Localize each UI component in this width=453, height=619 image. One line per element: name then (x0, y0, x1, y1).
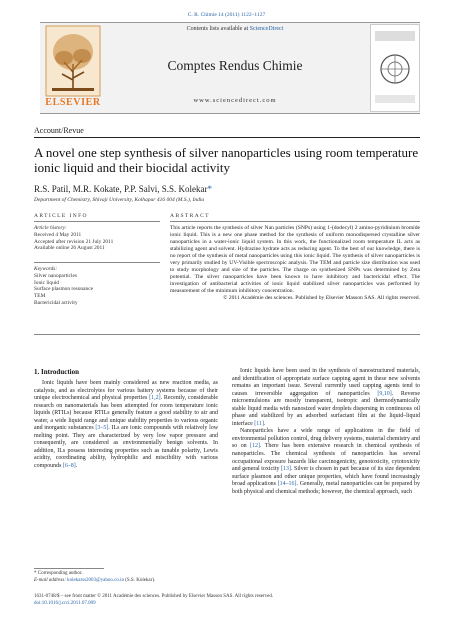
col1-text: Ionic liquids have been mainly considered as new reaction media, as catalysts, and as electrolytes for various battery systems because of their unique electrochemical and physical properties (34, 380, 218, 402)
elsevier-logo (44, 24, 102, 110)
sciencedirect-link[interactable]: ScienceDirect (249, 26, 284, 32)
abstract-body (170, 225, 420, 303)
col2-text: . Generally, metal nanoparticles can be prepared by both physical and chemical methods; however, the chemical approach, such (232, 481, 420, 495)
col1-text: . Recently, considerable research on nanomaterials has been attempted for room temperature ionic liquids (RTILs) because RTILs generally feature a good stability to air and water, a wide liquid range and unique stability properties to various organic and inorganic substances (34, 395, 218, 432)
email-suffix: (S.S. Kolekar). (123, 577, 156, 583)
footnote-label: * Corresponding author. (34, 571, 83, 576)
introduction-heading: 1. Introduction (34, 368, 79, 376)
article-info-heading: ARTICLE INFO (34, 213, 88, 219)
journal-url[interactable]: www.sciencedirect.com (193, 97, 277, 104)
contents-prefix: Contents lists available at (186, 26, 250, 32)
paragraph (232, 428, 420, 496)
cover-graphic-icon (371, 25, 419, 111)
citation-link[interactable]: [6–8] (62, 463, 76, 470)
citation-link[interactable]: [1,2] (149, 395, 161, 402)
journal-citation: C. R. Chimie 14 (2011) 1122–1127 (187, 12, 266, 18)
col2-text: . Silver is chosen in part because of its size dependent surface plasmon and other unique properties, which have found increasingly broad applications (232, 466, 420, 488)
abstract-text: This article reports the synthesis of silver Nan particles (SNPs) using 1-(dodecyl) 2 amino-pyridinium bromide ionic liquid. This is a new one phase method for the synthesis of uniform monodispersed crystalline silver nanoparticles in a water-ionic liquid system. In this work, the functionalized room temperature IL acts as stabilizing agent and solvent. Hydrazine hydrate acts as reducing agent. To the best of our knowledge, there is no report of the synthesis of metal nanoparticles using this ionic liquid. The synthesis of silver nanoparticles is very primarily studied by UV-Visible spectroscopic analysis. The TEM and particle size distribution was used to study morphology and size of the particles. The charge on synthesized SNPs was determined by Zeta potential. The silver nanoparticles have been known to have inhibitory and bactericidal effect. The investigation of antibacterial activities of ionic liquid stabilized silver nanoparticles was performed by measurement of the minimum inhibitory concentration. (170, 225, 420, 295)
keyword-item: Silver nanoparticles (34, 272, 77, 279)
footer-front-matter: 1631-0748/$ – see front matter © 2011 Académie des sciences. Published by Elsevier Masson SAS. All rights reserved. (34, 594, 274, 599)
email-label: E-mail address: (34, 577, 68, 583)
footnote-email-line (34, 578, 224, 585)
article-history (34, 225, 160, 252)
keywords-block (34, 266, 160, 307)
article-info-divider (34, 221, 160, 222)
col2-text: Nanoparticles have a wide range of applications in the field of environmental pollution control, drug delivery systems, material chemistry and so on (232, 428, 420, 450)
authors-text: R.S. Patil, M.R. Kokate, P.P. Salvi, S.S. Kolekar (34, 184, 208, 194)
history-received: Received 4 May 2011 (34, 231, 82, 238)
contents-line (105, 26, 365, 32)
col1-text: . ILs are ionic compounds with relatively low melting point. They are characterized by very low vapor pressure and consequently, are considered as environmentally benign solvents. In addition, ILs possess interesting properties such as tunable polarity, Lewis acidity, coordinating ability, hydrophilic and miscibility with various compounds (34, 425, 218, 470)
body-column-left (34, 380, 218, 471)
body-column-right (232, 368, 420, 496)
col2-text: . There has been extensive research in chemical synthesis of nanoparticles. The chemical synthesis of nanoparticles has several occupational exposure hazards like carcinogenicity, genotoxicity, cytotoxicity and general toxicity (232, 443, 420, 473)
citation-link[interactable]: [14–16] (277, 481, 297, 488)
doi-link[interactable]: doi:10.1016/j.crci.2011.07.009 (34, 600, 96, 606)
email-link[interactable]: kolekarss2003@yahoo.co.in (67, 577, 124, 583)
footnote (34, 571, 224, 584)
keywords-label: Keywords: (34, 266, 58, 272)
corresponding-author-marker[interactable]: * (207, 184, 213, 194)
citation-link[interactable]: [12] (250, 443, 260, 450)
journal-title: Comptes Rendus Chimie (167, 58, 303, 73)
abstract-heading: ABSTRACT (170, 213, 210, 219)
paragraph (232, 368, 420, 428)
citation-link[interactable]: [3–5] (95, 425, 109, 432)
keyword-item: TEM (34, 293, 46, 300)
citation-link[interactable]: [11] (254, 420, 264, 427)
keyword-item: Ionic liquid (34, 279, 60, 286)
abstract-copyright: © 2011 Académie des sciences. Published by Elsevier Masson SAS. All rights reserved. (223, 295, 420, 302)
citation-link[interactable]: [13] (281, 466, 291, 473)
col1-text: . (75, 463, 78, 470)
history-online: Available online 26 August 2011 (34, 245, 105, 252)
article-type: Account/Revue (34, 126, 84, 135)
article-title: A novel one step synthesis of silver nanoparticles using room temperature ionic liquid and their biocidal activity (34, 145, 419, 175)
elsevier-tree-icon (44, 24, 102, 98)
publisher-logo-text: ELSEVIER (45, 97, 101, 108)
abstract-bottom-divider (34, 334, 420, 335)
abstract-divider (170, 221, 420, 222)
footnote-divider (34, 568, 104, 569)
col2-text: . (263, 420, 266, 427)
journal-cover-image (370, 24, 420, 112)
header-divider (34, 137, 420, 138)
col2-text: Ionic liquids have been used in the synthesis of nanostructured materials, and identification of appropriate surface capping agent in these new solvents remains an important issue. Several currently used capping agents tend to causes irreversible aggregation of nanoparticles (232, 368, 420, 397)
page-footer (34, 594, 424, 607)
author-list (34, 184, 212, 194)
citation-link[interactable]: [9,10] (377, 390, 392, 397)
keyword-item: Surface plasmon resonance (34, 286, 93, 293)
keyword-item: Bactericidal activity (34, 299, 78, 306)
history-accepted: Accepted after revision 21 July 2011 (34, 238, 114, 245)
history-label: Article history: (34, 225, 67, 231)
keywords-divider (34, 262, 160, 263)
affiliation: Department of Chemistry, Shivaji University, Kolhapur 416 004 (M.S.), India (34, 197, 205, 203)
col2-text: . Reverse microemulsions are mostly transparent, isotropic and thermodynamically stable liquid media with nanosized water droplets dispersing in continuous oil phase and stabilized by an adsorbed surfactant film at the liquid–liquid interface (232, 390, 421, 427)
